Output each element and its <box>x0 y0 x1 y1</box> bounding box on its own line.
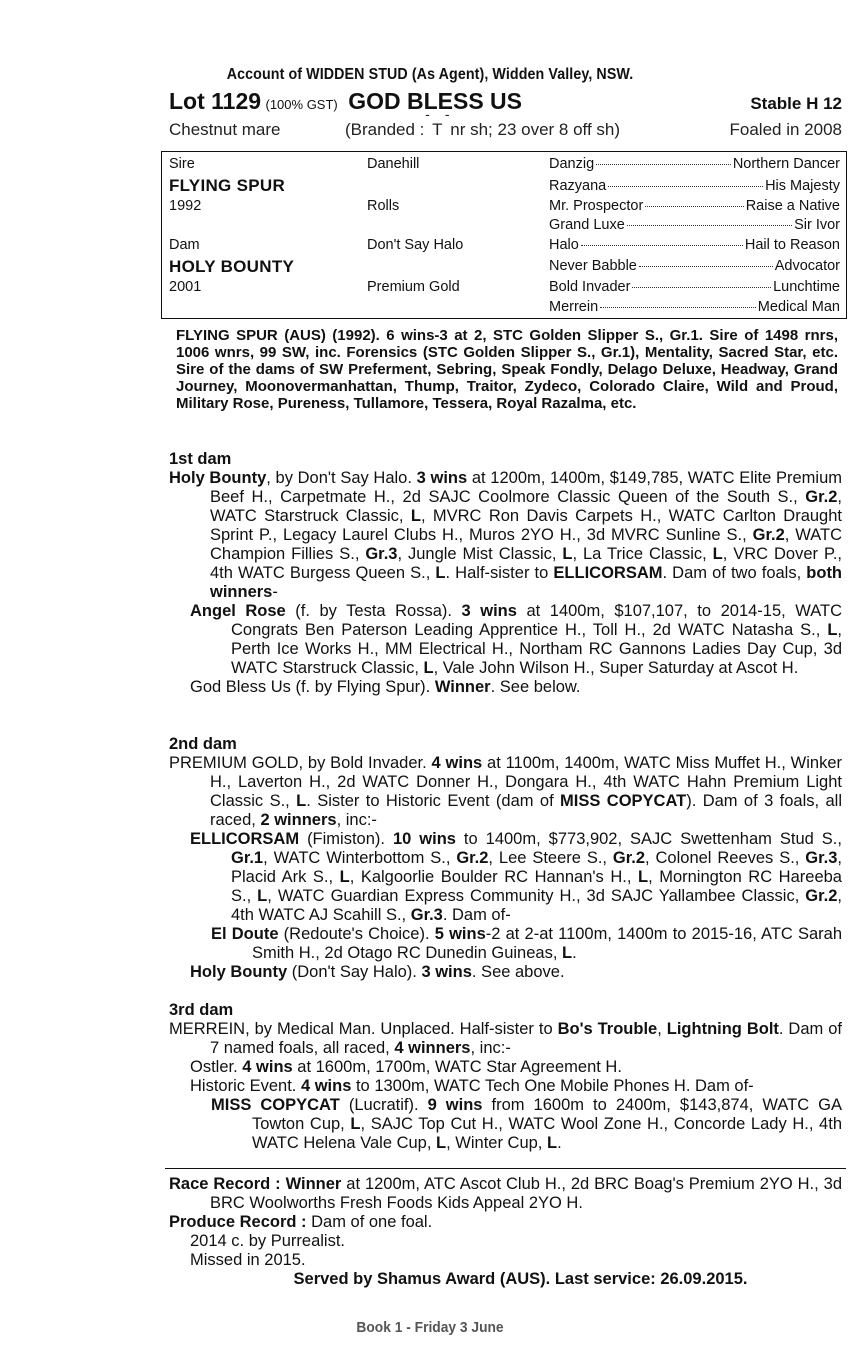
wins: 3 wins <box>416 469 468 487</box>
gp-name: Mr. Prospector <box>549 198 644 214</box>
horse-link: ELLICORSAM <box>190 830 300 848</box>
listed: L <box>350 1115 361 1133</box>
leader-dots <box>581 245 743 246</box>
progeny-entry <box>169 925 842 963</box>
divider <box>165 1168 846 1169</box>
text: , Winter Cup, <box>446 1134 547 1152</box>
second-dam-section <box>169 735 842 982</box>
text: , VRC Dover P., 4th WATC Burgess Queen S., <box>210 545 842 582</box>
gp-name: Danzig <box>549 156 595 172</box>
winners: 4 winners <box>394 1039 471 1057</box>
horse-link: Lightning Bolt <box>666 1020 779 1038</box>
stable-location: Stable H 12 <box>750 94 842 113</box>
text: . Dam of- <box>442 906 511 924</box>
third-dam-section <box>169 1001 842 1153</box>
wins: 3 wins <box>421 963 472 981</box>
listed: L <box>637 868 649 886</box>
text: . <box>557 1134 562 1152</box>
race-record-label: Race Record : Winner <box>169 1175 342 1193</box>
sire-label: Sire <box>169 156 195 172</box>
listed: L <box>435 564 446 582</box>
grandparent-row <box>549 279 840 295</box>
grade: Gr.2 <box>612 849 646 867</box>
text: , Mornington RC Hareeba S., <box>231 868 842 905</box>
progeny-entry <box>169 1058 842 1077</box>
grandparent-row <box>549 237 840 253</box>
text: . Sister to Historic Event (dam of <box>306 792 561 810</box>
horse-name: GOD BLESS US <box>348 88 523 114</box>
gp-sire: Northern Dancer <box>732 156 840 172</box>
dam-year: 2001 <box>169 279 202 295</box>
text: (Fimiston). <box>299 830 393 848</box>
horse-link: Angel Rose <box>190 602 286 620</box>
grandparent-row <box>549 299 840 315</box>
text: , SAJC Top Cut H., WATC Wool Zone H., Concorde Lady H., 4th WATC Helena Vale Cup, <box>252 1115 842 1152</box>
text: -2 at 2-at 1100m, 1400m to 2015-16, ATC Sarah Smith H., 2d Otago RC Dunedin Guineas, <box>252 925 843 962</box>
grade: Gr.3 <box>805 849 838 867</box>
horse-link: ELLICORSAM <box>553 564 663 582</box>
text: Ostler. <box>190 1058 243 1076</box>
text: , Placid Ark S., <box>231 849 842 886</box>
text: MERREIN, by Medical Man. Unplaced. Half-sister to <box>169 1020 558 1038</box>
gp-sire: Advocator <box>774 258 840 274</box>
listed: L <box>546 1134 558 1152</box>
listed: L <box>423 659 434 677</box>
text: , Perth Ice Works H., MM Electrical H., Northam RC Gannons Ladies Day Cup, 3d WATC Starstruck Classic, <box>231 621 842 677</box>
served-note: Served by Shamus Award (AUS). Last service: 26.09.2015. <box>293 1270 748 1288</box>
listed: L <box>562 944 573 962</box>
section-title: 1st dam <box>169 450 232 468</box>
text: (f. by Testa Rossa). <box>285 602 462 620</box>
text: God Bless Us (f. by Flying Spur). <box>190 678 435 696</box>
text: to 1400m, $773,902, SAJC Swettenham Stud S., <box>455 830 842 848</box>
text: , Lee Steere S., <box>488 849 613 867</box>
listed: L <box>257 887 268 905</box>
listed: L <box>562 545 573 563</box>
grandparent-row <box>549 178 840 194</box>
text: , by Don't Say Halo. <box>266 469 417 487</box>
leader-dots <box>627 225 792 226</box>
leader-dots <box>645 206 743 207</box>
gp-name: Bold Invader <box>549 279 631 295</box>
text: , MVRC Ron Davis Carpets H., WATC Carlton Draught Sprint P., Legacy Laurel Clubs H., Muros 2YO H., 3d MVRC Sunline S., <box>210 507 842 544</box>
wins: 4 wins <box>300 1077 352 1095</box>
leader-dots <box>632 287 771 288</box>
text: . See below. <box>490 678 581 696</box>
produce-record <box>169 1213 842 1232</box>
grade: Gr.2 <box>456 849 489 867</box>
text: , <box>657 1020 667 1038</box>
wins: 9 wins <box>427 1096 483 1114</box>
consignor-account: Account of WIDDEN STUD (As Agent), Widden Valley, NSW. <box>226 66 634 83</box>
brand-mark: - T - <box>429 120 445 140</box>
winners: both winners <box>210 564 843 601</box>
brand-suffix: nr sh; 23 over 8 off sh) <box>450 120 621 139</box>
race-record <box>169 1175 842 1213</box>
leader-dots <box>608 186 763 187</box>
leader-dots <box>600 307 756 308</box>
text: , Vale John Wilson H., Super Saturday at Ascot H. <box>433 659 799 677</box>
produce-item: 2014 c. by Purrealist. <box>190 1232 345 1250</box>
progeny-entry <box>169 1077 842 1096</box>
listed: L <box>339 868 350 886</box>
records-section <box>169 1175 842 1289</box>
dam-entry <box>169 469 842 602</box>
horse-link: Holy Bounty <box>190 963 288 981</box>
grade: Gr.3 <box>410 906 443 924</box>
progeny-entry <box>169 963 842 982</box>
sire-sire: Danehill <box>367 156 420 172</box>
foaled-year: Foaled in 2008 <box>729 120 842 139</box>
text: at 1400m, $107,107, to 2014-15, WATC Congrats Ben Paterson Leading Apprentice H., Toll H., 2d WATC Natasha S., <box>231 602 843 639</box>
wins: 4 wins <box>431 754 483 772</box>
text: (Lucratif). <box>339 1096 428 1114</box>
brand-info <box>345 120 620 140</box>
gp-name: Halo <box>549 237 579 253</box>
horse-link: Holy Bounty <box>169 469 267 487</box>
wins: 4 wins <box>242 1058 293 1076</box>
horse-link: MISS COPYCAT <box>211 1096 340 1114</box>
text: from 1600m to 2400m, $143,874, WATC GA Towton Cup, <box>252 1096 842 1133</box>
text: at 1100m, 1400m, WATC Miss Muffet H., Winker H., Laverton H., 2d WATC Donner H., Dongara H., 4th WATC Hahn Premium Light Classic S., <box>210 754 842 810</box>
wins: 10 wins <box>392 830 456 848</box>
text: . See above. <box>471 963 565 981</box>
grade: Gr.2 <box>805 488 838 506</box>
listed: L <box>436 1134 447 1152</box>
dam-name: HOLY BOUNTY <box>169 257 295 276</box>
brand-prefix: (Branded : <box>345 120 425 139</box>
listed: L <box>410 507 421 525</box>
sire-name: FLYING SPUR <box>169 176 286 195</box>
text: , La Trice Classic, <box>572 545 713 563</box>
winners: 2 winners <box>260 811 337 829</box>
gp-name: Razyana <box>549 178 607 194</box>
text: Historic Event. <box>190 1077 301 1095</box>
listed: L <box>827 621 838 639</box>
grade: Gr.3 <box>365 545 398 563</box>
gp-sire: Sir Ivor <box>794 217 840 233</box>
sire-dam: Rolls <box>367 198 400 214</box>
text: , inc:- <box>336 811 377 829</box>
text: , Kalgoorlie Boulder RC Hannan's H., <box>349 868 638 886</box>
text: . Dam of 7 named foals, all raced, <box>210 1020 842 1057</box>
grandparent-row <box>549 156 840 172</box>
text: . Dam of two foals, <box>662 564 807 582</box>
listed: L <box>712 545 723 563</box>
text: to 1300m, WATC Tech One Mobile Phones H. Dam of- <box>351 1077 754 1095</box>
grandparent-row <box>549 258 840 274</box>
text: at 1200m, 1400m, $149,785, WATC Elite Premium Beef H., Carpetmate H., 2d SAJC Coolmore Classic Queen of the South S., <box>210 469 843 506</box>
grandparent-row <box>549 198 840 214</box>
text: , WATC Winterbottom S., <box>263 849 457 867</box>
gp-name: Never Babble <box>549 258 637 274</box>
wins: 5 wins <box>434 925 486 943</box>
dam-dam: Premium Gold <box>367 279 460 295</box>
progeny-entry <box>169 678 842 697</box>
horse-link: MISS COPYCAT <box>560 792 687 810</box>
dam-label: Dam <box>169 237 200 253</box>
gp-sire: Lunchtime <box>773 279 840 295</box>
grandparent-row <box>549 217 840 233</box>
leader-dots <box>639 266 773 267</box>
progeny-entry <box>169 602 842 678</box>
page-footer: Book 1 - Friday 3 June <box>356 1319 504 1336</box>
lot-number: Lot 1129 <box>169 88 262 114</box>
dam-sire: Don't Say Halo <box>367 237 464 253</box>
text: PREMIUM GOLD, by Bold Invader. <box>169 754 432 772</box>
wins: 3 wins <box>461 602 517 620</box>
dam-entry <box>169 1020 842 1058</box>
leader-dots <box>596 164 731 165</box>
section-title: 3rd dam <box>169 1001 234 1019</box>
text: , Colonel Reeves S., <box>645 849 806 867</box>
text: (Don't Say Halo). <box>287 963 422 981</box>
text: , WATC Guardian Express Community H., 3d SAJC Yallambee Classic, <box>267 887 806 905</box>
text: (Redoute's Choice). <box>278 925 435 943</box>
listed: L <box>296 792 307 810</box>
text: Dam of one foal. <box>306 1213 433 1231</box>
sire-year: 1992 <box>169 198 202 214</box>
text: . <box>572 944 577 962</box>
text: , inc:- <box>470 1039 511 1057</box>
gp-sire: Hail to Reason <box>744 237 840 253</box>
text: . Half-sister to <box>445 564 554 582</box>
pedigree-table <box>161 151 847 319</box>
progeny-entry <box>169 830 842 925</box>
gp-sire: His Majesty <box>765 178 840 194</box>
progeny-entry <box>169 1096 842 1153</box>
text: , Jungle Mist Classic, <box>397 545 563 563</box>
winner: Winner <box>434 678 491 696</box>
gp-sire: Medical Man <box>757 299 840 315</box>
lot-header <box>169 88 842 118</box>
text: , WATC Starstruck Classic, <box>210 488 842 525</box>
dam-entry <box>169 754 842 830</box>
text: at 1200m, ATC Ascot Club H., 2d BRC Boag's Premium 2YO H., 3d BRC Woolworths Fresh Foods Kids Appeal 2YO H. <box>210 1175 843 1212</box>
produce-record-label: Produce Record : <box>169 1213 307 1231</box>
text: , WATC Champion Fillies S., <box>210 526 842 563</box>
text: ). Dam of 3 foals, all raced, <box>210 792 842 829</box>
produce-item: Missed in 2015. <box>190 1251 306 1269</box>
text: - <box>272 583 278 601</box>
sire-summary: FLYING SPUR (AUS) (1992). 6 wins-3 at 2, STC Golden Slipper S., Gr.1. Sire of 1498 rnrs, 1006 wnrs, 99 SW, inc. Forensics (STC Golden Slipper S., Gr.1), Mentality, Sacred Star, etc. Sire of the dams of SW Preferment, Sebring, Speak Fondly, Delago Deluxe, Headway, Grand Journey, Moonovermanhattan, Thump, Traitor, Zydeco, Colorado Claire, Wild and Proud, Military Rose, Pureness, Tullamore, Tessera, Royal Razalma, etc. <box>176 327 838 412</box>
horse-link: Bo's Trouble <box>557 1020 658 1038</box>
text: , 4th WATC AJ Scahill S., <box>231 887 842 924</box>
sex-colour: Chestnut mare <box>169 120 281 139</box>
horse-link: El Doute <box>211 925 279 943</box>
gp-sire: Raise a Native <box>745 198 840 214</box>
gst-note: (100% GST) <box>265 97 338 112</box>
gp-name: Merrein <box>549 299 599 315</box>
grade: Gr.1 <box>231 849 264 867</box>
first-dam-section <box>169 450 842 697</box>
text: at 1600m, 1700m, WATC Star Agreement H. <box>292 1058 622 1076</box>
section-title: 2nd dam <box>169 735 237 753</box>
grade: Gr.2 <box>752 526 785 544</box>
gp-name: Grand Luxe <box>549 217 625 233</box>
grade: Gr.2 <box>805 887 838 905</box>
